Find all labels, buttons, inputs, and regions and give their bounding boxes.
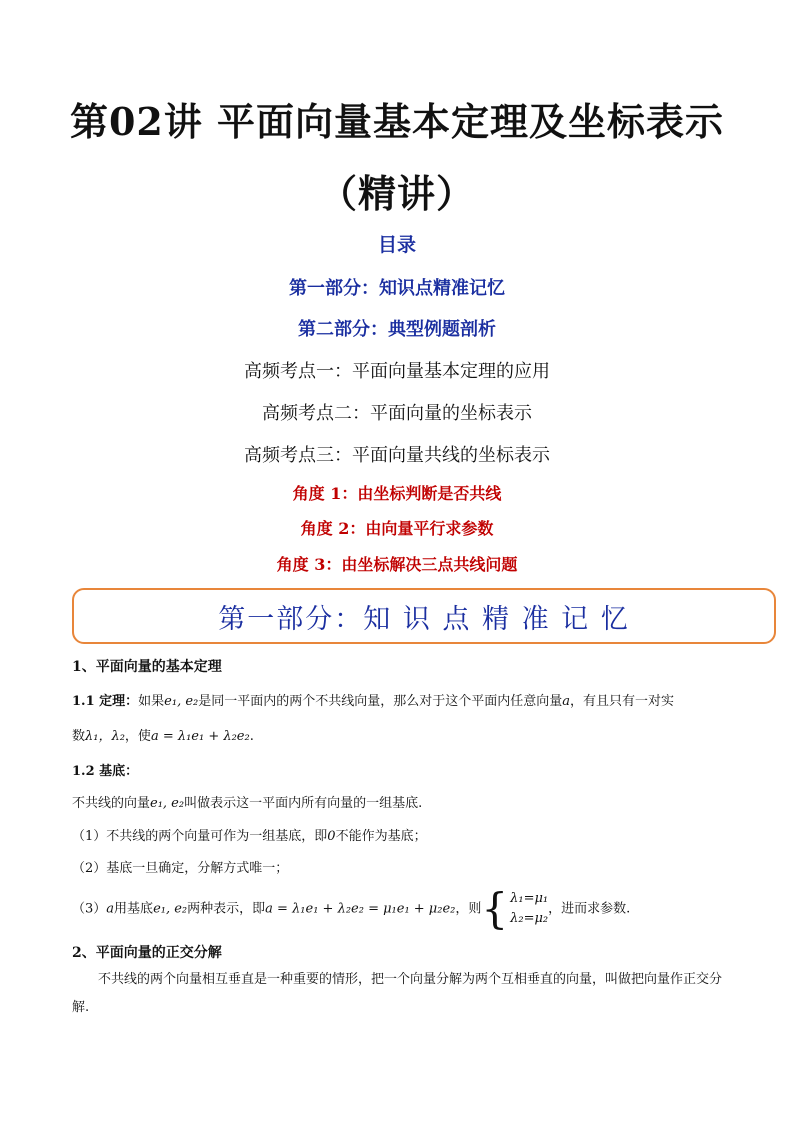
text: （3） — [72, 901, 107, 917]
section-2-heading: 2、平面向量的正交分解 — [72, 945, 222, 961]
section-banner: 第一部分：知 识 点 精 准 记 忆 — [72, 588, 776, 644]
text: 数 — [72, 729, 86, 744]
basis-vectors: e₁, e₂ — [153, 901, 188, 917]
equation-system — [481, 884, 549, 933]
lambda-pair: λ₁，λ₂ — [85, 729, 125, 744]
text: 不共线的向量 — [72, 796, 151, 811]
toc-angle-3[interactable]: 角度 3：由坐标解决三点共线问题 — [276, 555, 518, 574]
text: ，进而求参数. — [548, 901, 631, 917]
toc-angle-2[interactable]: 角度 2：由向量平行求参数 — [300, 519, 494, 538]
double-decomposition-formula: a = λ₁e₁ + λ₂e₂ = μ₁e₁ + μ₂e₂ — [265, 901, 456, 917]
definition-label: 1.1 定理： — [72, 694, 139, 709]
definition-line-2 — [72, 725, 254, 744]
page-title: 第02讲 平面向量基本定理及坐标表示（精讲） — [69, 99, 725, 216]
definition-line-1 — [72, 690, 674, 709]
text: 如果 — [138, 694, 165, 709]
basis-vectors: e₁, e₂ — [150, 796, 185, 811]
toc-heading: 目录 — [377, 234, 416, 256]
basis-vectors: e₁, e₂ — [164, 694, 199, 709]
basis-item-1 — [72, 825, 427, 844]
toc-angle-1[interactable]: 角度 1：由坐标判断是否共线 — [292, 484, 502, 503]
zero-vector: 0 — [327, 829, 336, 844]
text: 两种表示，即 — [187, 901, 266, 917]
text: ，使 — [124, 729, 151, 744]
text: ，则 — [455, 901, 482, 917]
basis-label: 1.2 基底： — [72, 764, 139, 779]
brace-icon: { — [481, 884, 509, 933]
basis-line — [72, 792, 422, 811]
toc-part-2[interactable]: 第二部分：典型例题剖析 — [298, 319, 496, 340]
period: . — [249, 729, 254, 744]
toc-part-1[interactable]: 第一部分：知识点精准记忆 — [289, 278, 505, 299]
toc-item-1[interactable]: 高频考点一：平面向量基本定理的应用 — [244, 361, 550, 382]
basis-item-3 — [72, 884, 631, 933]
section-2-paragraph: 不共线的两个向量相互垂直是一种重要的情形，把一个向量分解为两个互相垂直的向量，叫做把向量作正交分解. — [72, 972, 723, 1015]
text: 用基底 — [114, 901, 154, 917]
section-1-heading: 1、平面向量的基本定理 — [72, 659, 222, 675]
equation-2: λ₂=μ₂ — [510, 911, 549, 926]
toc-item-3[interactable]: 高频考点三：平面向量共线的坐标表示 — [244, 445, 550, 466]
decomposition-formula: a = λ₁e₁ + λ₂e₂ — [150, 729, 250, 744]
vector-a: a — [106, 901, 115, 917]
text: 是同一平面内的两个不共线向量，那么对于这个平面内任意向量 — [198, 694, 563, 709]
text: ，有且只有一对实 — [570, 694, 675, 709]
text: （1）不共线的两个向量可作为一组基底，即 — [72, 829, 328, 844]
text: 不能作为基底； — [335, 829, 427, 844]
text: 叫做表示这一平面内所有向量的一组基底. — [184, 796, 423, 811]
toc-item-2[interactable]: 高频考点二：平面向量的坐标表示 — [262, 403, 532, 424]
vector-a: a — [562, 694, 571, 709]
basis-item-2: （2）基底一旦确定，分解方式唯一； — [72, 861, 289, 876]
equation-1: λ₁=μ₁ — [510, 891, 549, 906]
